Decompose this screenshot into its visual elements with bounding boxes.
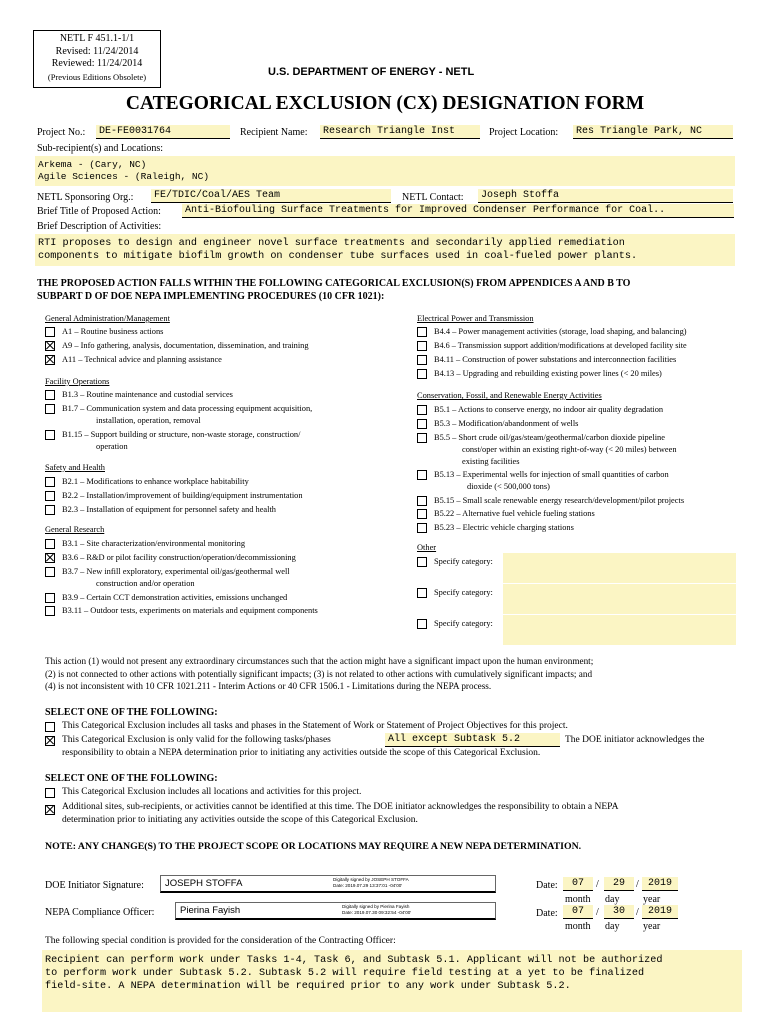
cx-b5-5-label-cont1: const/oper within an existing right-of-way (< 20 miles) between [462, 445, 677, 454]
checkbox-b5-23[interactable] [417, 523, 427, 533]
nepa-date-year-caption: year [643, 921, 661, 932]
netl-contact-field[interactable]: Joseph Stoffa [478, 189, 733, 203]
cx-a1-label: A1 – Routine business actions [62, 327, 164, 336]
special-condition-line-1: Recipient can perform work under Tasks 1-4, Task 6, and Subtask 5.1. Applicant will not be authorized [45, 955, 663, 966]
checkbox-b4-4[interactable] [417, 327, 427, 337]
doe-initiator-signature-field[interactable] [160, 875, 496, 893]
nepa-signer-name: Pierina Fayish [180, 905, 241, 916]
scope-change-note: NOTE: ANY CHANGE(S) TO THE PROJECT SCOPE OR LOCATIONS MAY REQUIRE A NEW NEPA DETERMINATION. [45, 841, 582, 852]
specify-category-label-2: Specify category: [434, 588, 493, 597]
checkbox-b4-11[interactable] [417, 355, 427, 365]
sponsoring-org-label: NETL Sponsoring Org.: [37, 192, 134, 203]
cx-b5-13-label-cont: dioxide (< 500,000 tons) [467, 482, 550, 491]
doe-digital-line-2: Date: 2019.07.29 13:37:01 -04'00' [333, 883, 403, 888]
cx-b2-1-label: B2.1 – Modifications to enhance workplace habitability [62, 477, 249, 486]
brief-description-line-2: components to mitigate biofilm growth on condenser tube surfaces used in coal-fueled power plants. [38, 251, 638, 262]
form-number: NETL F 451.1-1/1 [59, 33, 135, 44]
nepa-date-label: Date: [536, 908, 558, 919]
cx-b5-13-label: B5.13 – Experimental wells for injection of small quantities of carbon [434, 470, 669, 479]
cx-a11-label: A11 – Technical advice and planning assistance [62, 355, 222, 364]
nepa-officer-signature-label: NEPA Compliance Officer: [45, 907, 155, 918]
nepa-date-slash-2: / [636, 907, 639, 918]
cx-b5-5-label: B5.5 – Short crude oil/gas/steam/geothermal/carbon dioxide pipeline [434, 433, 665, 442]
project-no-field[interactable]: DE-FE0031764 [96, 125, 230, 139]
cx-b3-1-label: B3.1 – Site characterization/environmental monitoring [62, 539, 246, 548]
reviewed-date: Reviewed: 11/24/2014 [51, 58, 143, 69]
checkbox-b4-6[interactable] [417, 341, 427, 351]
nepa-date-month[interactable]: 07 [563, 905, 593, 919]
circumstances-line-2: (2) is not connected to other actions with potentially significant impacts; (3) is not related to other actions with cumulatively significant impacts; and [45, 668, 593, 679]
cx-b5-3-label: B5.3 – Modification/abandonment of wells [434, 419, 579, 428]
agency-name: U.S. DEPARTMENT OF ENERGY - NETL [268, 66, 475, 78]
subrecipient-1: Arkema - (Cary, NC) [38, 159, 147, 170]
section-facility-operations: Facility Operations [45, 377, 110, 386]
locations-additional-line-2: determination prior to initiating any activities outside the scope of this Categorical Exclusion. [62, 815, 418, 825]
checkbox-b1-15[interactable] [45, 430, 55, 440]
revised-date: Revised: 11/24/2014 [55, 45, 139, 57]
checkbox-all-tasks[interactable] [45, 722, 55, 732]
project-no-label: Project No.: [37, 127, 86, 138]
checkbox-b4-13[interactable] [417, 369, 427, 379]
location-label: Project Location: [489, 127, 559, 138]
proposed-action-line-2: SUBPART D OF DOE NEPA IMPLEMENTING PROCEDURES (10 CFR 1021): [37, 291, 385, 302]
brief-description-line-1: RTI proposes to design and engineer novel surface treatments and secondarily applied remediation [38, 238, 625, 249]
cx-b5-1-label: B5.1 – Actions to conserve energy, no indoor air quality degradation [434, 405, 664, 414]
nepa-officer-signature-field[interactable] [175, 902, 496, 920]
cx-b2-2-label: B2.2 – Installation/improvement of building/equipment instrumentation [62, 491, 303, 500]
doe-date-label: Date: [536, 880, 558, 891]
cx-b1-7-label-cont: installation, operation, removal [96, 416, 201, 425]
doe-acknowledges-text: The DOE initiator acknowledges the [565, 735, 705, 745]
cx-b4-4-label: B4.4 – Power management activities (storage, load shaping, and balancing) [434, 327, 687, 336]
cx-b3-11-label: B3.11 – Outdoor tests, experiments on materials and equipment components [62, 606, 318, 615]
nepa-date-month-caption: month [565, 921, 591, 932]
doe-date-day[interactable]: 29 [604, 877, 634, 891]
doe-date-month[interactable]: 07 [563, 877, 593, 891]
select-one-heading-2: SELECT ONE OF THE FOLLOWING: [45, 773, 218, 784]
doe-date-year[interactable]: 2019 [642, 877, 678, 891]
location-field[interactable]: Res Triangle Park, NC [573, 125, 733, 139]
section-safety-health: Safety and Health [45, 463, 105, 472]
cx-b1-7-label: B1.7 – Communication system and data processing equipment acquisition, [62, 404, 313, 413]
locations-additional-label: Additional sites, sub-recipients, or activities cannot be identified at this time. The DOE initiator acknowledges the responsibility to obtain a NEPA [62, 802, 619, 812]
doe-initiator-signature-label: DOE Initiator Signature: [45, 880, 144, 891]
cx-b4-13-label: B4.13 – Upgrading and rebuilding existing power lines (< 20 miles) [434, 369, 662, 378]
cx-b1-3-label: B1.3 – Routine maintenance and custodial services [62, 390, 233, 399]
doe-date-day-caption: day [605, 894, 620, 905]
special-condition-intro: The following special condition is provided for the consideration of the Contracting Officer: [45, 936, 396, 946]
special-condition-field[interactable] [42, 950, 742, 1012]
scope-specific-tasks-label: This Categorical Exclusion is only valid for the following tasks/phases [62, 735, 331, 745]
circumstances-line-3: (4) is not inconsistent with 10 CFR 1021.211 - Interim Actions or 40 CFR 1506.1 - Limitations during the NEPA process. [45, 681, 492, 691]
brief-description-field[interactable] [35, 234, 735, 266]
checkbox-other-2[interactable] [417, 588, 427, 598]
section-general-research: General Research [45, 525, 105, 534]
checkbox-other-1[interactable] [417, 557, 427, 567]
specify-category-label-3: Specify category: [434, 619, 493, 628]
nepa-digital-signature-stamp [342, 904, 411, 916]
cx-b4-6-label: B4.6 – Transmission support addition/modifications at developed facility site [434, 341, 687, 350]
checkbox-a9-checked[interactable] [45, 341, 55, 351]
doe-date-slash-2: / [636, 879, 639, 890]
sponsoring-org-field[interactable]: FE/TDIC/Coal/AES Team [151, 189, 391, 203]
checkbox-b1-7[interactable] [45, 404, 55, 414]
cx-b1-15-label: B1.15 – Support building or structure, non-waste storage, construction/ [62, 430, 301, 439]
form-id-box [33, 30, 161, 88]
special-condition-line-3: field-site. A NEPA determination will be required prior to any work under Subtask 5.2. [45, 981, 571, 992]
cx-b4-11-label: B4.11 – Construction of power substations and interconnection facilities [434, 355, 677, 364]
checkbox-b5-13[interactable] [417, 470, 427, 480]
brief-title-field[interactable]: Anti-Biofouling Surface Treatments for Improved Condenser Performance for Coal.. [182, 204, 734, 218]
cx-b3-6-label: B3.6 – R&D or pilot facility construction/operation/decommissioning [62, 553, 296, 562]
checkbox-b3-1[interactable] [45, 539, 55, 549]
circumstances-line-1: This action (1) would not present any extraordinary circumstances such that the action might have a significant impact upon the human environment; [45, 656, 594, 666]
checkbox-b2-2[interactable] [45, 491, 55, 501]
cx-b3-7-label: B3.7 – New infill exploratory, experimental oil/gas/geothermal well [62, 567, 290, 576]
section-electrical-power: Electrical Power and Transmission [417, 314, 534, 323]
specify-category-field-3[interactable] [503, 615, 736, 645]
tasks-phases-field[interactable]: All except Subtask 5.2 [385, 733, 560, 747]
special-condition-line-2: to perform work under Subtask 5.2. Subtask 5.2 will require field testing at a yet to be finalized [45, 968, 645, 979]
netl-contact-label: NETL Contact: [402, 192, 464, 203]
proposed-action-heading [37, 277, 630, 303]
section-other: Other [417, 543, 437, 552]
locations-all-label: This Categorical Exclusion includes all locations and activities for this project. [62, 787, 362, 797]
cx-b5-15-label: B5.15 – Small scale renewable energy research/development/pilot projects [434, 496, 685, 505]
scope-all-tasks-label: This Categorical Exclusion includes all tasks and phases in the Statement of Work or Statement of Project Objectives for this project. [62, 721, 568, 731]
doe-digital-signature-stamp [333, 877, 409, 889]
nepa-date-year[interactable]: 2019 [642, 905, 678, 919]
specify-category-field-2[interactable] [503, 584, 736, 614]
checkbox-all-locations[interactable] [45, 788, 55, 798]
checkbox-b2-3[interactable] [45, 505, 55, 515]
cx-b5-23-label: B5.23 – Electric vehicle charging stations [434, 523, 574, 532]
nepa-date-day[interactable]: 30 [604, 905, 634, 919]
doe-date-year-caption: year [643, 894, 661, 905]
checkbox-b3-7[interactable] [45, 567, 55, 577]
doe-digital-line-1: Digitally signed by JOSEPH STOFFA [333, 877, 409, 882]
checkbox-other-3[interactable] [417, 619, 427, 629]
cx-b5-22-label: B5.22 – Alternative fuel vehicle fueling stations [434, 509, 595, 518]
recipient-field[interactable]: Research Triangle Inst [320, 125, 480, 139]
checkbox-b2-1[interactable] [45, 477, 55, 487]
nepa-digital-line-1: Digitally signed by Pierina Fayish [342, 904, 410, 909]
checkbox-specific-tasks-checked[interactable] [45, 736, 55, 746]
nepa-date-day-caption: day [605, 921, 620, 932]
cx-b2-3-label: B2.3 – Installation of equipment for personnel safety and health [62, 505, 276, 514]
checkbox-b5-3[interactable] [417, 419, 427, 429]
scope-specific-tasks-line-2: responsibility to obtain a NEPA determination prior to initiating any activities outside the scope of this Categorical Exclusion. [62, 748, 541, 758]
proposed-action-line-1: THE PROPOSED ACTION FALLS WITHIN THE FOLLOWING CATEGORICAL EXCLUSION(S) FROM APPENDICES A AND B TO [37, 278, 631, 289]
specify-category-field-1[interactable] [503, 553, 736, 583]
cx-b3-9-label: B3.9 – Certain CCT demonstration activities, emissions unchanged [62, 593, 288, 602]
recipient-label: Recipient Name: [240, 127, 308, 138]
circumstances-statement [45, 655, 593, 693]
cx-b1-15-label-cont: operation [96, 442, 128, 451]
section-general-administration: General Administration/Management [45, 314, 170, 323]
cx-b5-5-label-cont2: existing facilities [462, 457, 520, 466]
checkbox-b1-3[interactable] [45, 390, 55, 400]
select-one-heading-1: SELECT ONE OF THE FOLLOWING: [45, 707, 218, 718]
cx-b3-7-label-cont: construction and/or operation [96, 579, 195, 588]
checkbox-b3-11[interactable] [45, 606, 55, 616]
doe-date-month-caption: month [565, 894, 591, 905]
subrecipient-2: Agile Sciences - (Raleigh, NC) [38, 171, 210, 182]
previous-editions: (Previous Editions Obsolete) [47, 71, 147, 82]
subrecipients-label: Sub-recipient(s) and Locations: [37, 143, 164, 154]
checkbox-b5-15[interactable] [417, 496, 427, 506]
nepa-date-slash-1: / [596, 907, 599, 918]
subrecipients-field[interactable] [35, 156, 735, 186]
specify-category-label-1: Specify category: [434, 557, 493, 566]
doe-signer-name: JOSEPH STOFFA [165, 878, 243, 889]
checkbox-b3-9[interactable] [45, 593, 55, 603]
brief-description-label: Brief Description of Activities: [37, 221, 162, 232]
checkbox-b3-6-checked[interactable] [45, 553, 55, 563]
checkbox-b5-22[interactable] [417, 509, 427, 519]
form-title: CATEGORICAL EXCLUSION (CX) DESIGNATION FORM [125, 93, 645, 114]
doe-date-slash-1: / [596, 879, 599, 890]
checkbox-a1[interactable] [45, 327, 55, 337]
nepa-digital-line-2: Date: 2019.07.30 09:32:54 -04'00' [342, 910, 412, 915]
brief-title-label: Brief Title of Proposed Action: [37, 206, 161, 217]
checkbox-b5-1[interactable] [417, 405, 427, 415]
checkbox-additional-sites-checked[interactable] [45, 805, 55, 815]
checkbox-a11-checked[interactable] [45, 355, 55, 365]
section-conservation-fossil-renewable: Conservation, Fossil, and Renewable Energy Activities [417, 391, 602, 400]
checkbox-b5-5[interactable] [417, 433, 427, 443]
cx-a9-label: A9 – Info gathering, analysis, documentation, dissemination, and training [62, 341, 309, 350]
